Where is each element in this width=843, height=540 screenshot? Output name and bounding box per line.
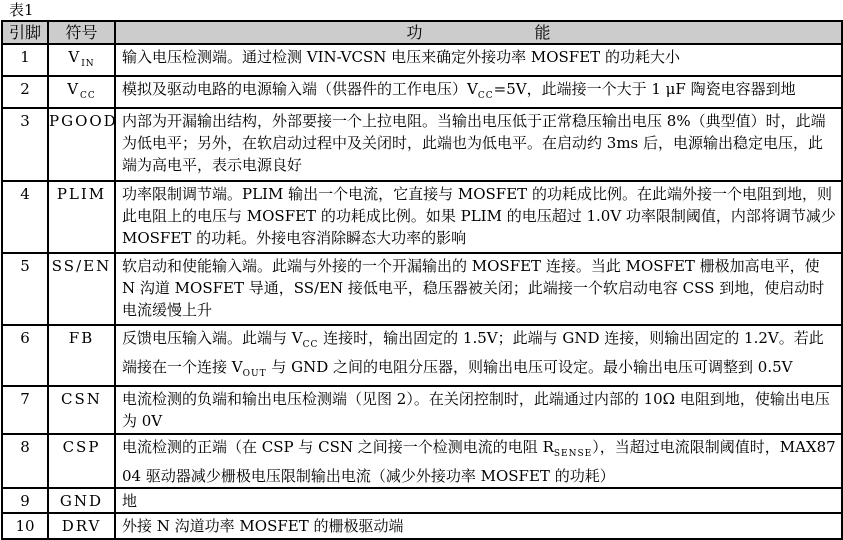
text-segment: V [67,80,81,98]
text-segment: 软启动和使能输入端。此端与外接的一个开漏输出的 MOSFET 连接。当此 MOSFET 栅极加高电平，使 N 沟道 MOSFET 导通，SS/EN 接低电平，稳压器被关闭；此端接一个软启动电容 CSS 到地，使启动时电流缓慢上升 [122,257,825,319]
symbol-cell [48,44,115,76]
text-segment: PGOOD [49,112,118,130]
symbol-cell [48,434,115,488]
pin-number-cell: 4 [2,181,48,253]
pin-number-cell: 1 [2,44,48,76]
table-row [2,386,842,434]
subscript-text: CC [477,91,494,101]
text-segment: 输入电压检测端。通过检测 VIN-VCSN 电压来确定外接功率 MOSFET 的功耗大小 [122,48,680,66]
text-segment: 电流检测的负端和输出电压检测端（见图 2）。在关闭控制时，此端通过内部的 10Ω 电阻到地，使输出电压为 0V [122,390,830,430]
table-header [2,21,842,44]
pin-number-cell: 10 [2,513,48,539]
text-segment: 外接 N 沟道功率 MOSFET 的栅极驱动端 [122,517,404,535]
header-pin: 引脚 [2,21,48,44]
header-function-text [116,22,841,43]
symbol-cell [48,108,118,181]
function-description-cell [115,108,842,181]
symbol-cell [48,181,115,253]
header-symbol: 符号 [48,21,115,44]
function-description-cell [115,44,842,76]
function-description-cell [115,488,842,513]
table-row [2,44,842,76]
pin-number-cell: 9 [2,488,48,513]
subscript-text: CC [302,340,319,350]
symbol-cell [48,488,115,513]
subscript-text: CC [80,91,96,101]
table-row [2,513,842,539]
table-row [2,325,842,386]
table-row [2,434,842,488]
function-description-cell [115,76,842,108]
function-description-cell [115,386,842,434]
symbol-cell [48,76,115,108]
table-row [2,108,842,181]
text-segment: 模拟及驱动电路的电源输入端（供器件的工作电压）V [122,80,478,98]
table-row [2,253,842,325]
symbol-cell [48,253,115,325]
pin-number-cell: 6 [2,325,48,386]
text-segment: 功率限制调节端。PLIM 输出一个电流，它直接与 MOSFET 的功耗成比例。在此端外接一个电阻到地，则此电阻上的电压与 MOSFET 的功耗成比例。如果 PLIM 的电压超过 1.0V 功率限制阈值，内部将调节减少 MOSFET 的功耗。外接电容消除瞬态大功率的影响 [122,185,836,247]
table-row [2,76,842,108]
table-row [2,181,842,253]
table-title: 表1 [9,1,34,19]
symbol-cell [48,325,115,386]
pin-function-table [1,20,843,540]
symbol-cell [48,386,115,434]
text-segment: ），当超过电流限制阈值时，MAX8704 驱动器减少栅极电压限制输出电流（减少外接功率 MOSFET 的功耗） [122,438,836,485]
subscript-text: IN [81,59,95,69]
pin-number-cell: 5 [2,253,48,325]
text-segment: DRV [61,517,102,535]
header-row [2,21,842,44]
pin-number-cell: 7 [2,386,48,434]
header-function-left: 功 [406,23,423,42]
text-segment: =5V，此端接一个大于 1 μF 陶瓷电容器到地 [493,80,796,98]
function-description-cell [115,253,842,325]
text-segment: FB [68,329,95,347]
function-description-cell [115,181,842,253]
subscript-text: SENSE [553,449,593,459]
table-row [2,488,842,513]
text-segment: 与 GND 之间的电阻分压器，则输出电压可设定。最小输出电压可调整到 0.5V [266,358,793,376]
text-segment: 电流检测的正端（在 CSP 与 CSN 之间接一个检测电流的电阻 R [122,438,554,456]
function-description-cell [115,325,842,386]
text-segment: V [68,48,82,66]
text-segment: 反馈电压输入端。此端与 V [122,329,303,347]
header-function-right: 能 [534,23,551,42]
table-body [2,44,842,539]
pin-number-cell: 2 [2,76,48,108]
text-segment: 连接时，输出固定的 1.5V；此端与 GND 连接，则输出固定的 1.2V。若此端接在一个连接 V [122,329,824,376]
text-segment: SS/EN [51,257,112,275]
pin-number-cell: 3 [2,108,48,181]
text-segment: CSN [61,390,102,408]
text-segment: CSP [62,438,101,456]
text-segment: 内部为开漏输出结构，外部要接一个上拉电阻。当输出电压低于正常稳压输出电压 8%（典型值）时，此端为低电平；另外，在软启动过程中及关闭时，此端也为低电平。在启动约 3ms 后，电源输出稳定电压，此端为高电平，表示电源良好 [122,112,826,174]
text-segment: PLIM [56,185,107,203]
symbol-cell [48,513,115,539]
function-description-cell [115,434,842,488]
text-segment: GND [59,492,104,510]
pin-number-cell: 8 [2,434,48,488]
header-function [115,21,842,44]
subscript-text: OUT [242,369,267,379]
text-segment: 地 [122,492,138,510]
function-description-cell [115,513,842,539]
